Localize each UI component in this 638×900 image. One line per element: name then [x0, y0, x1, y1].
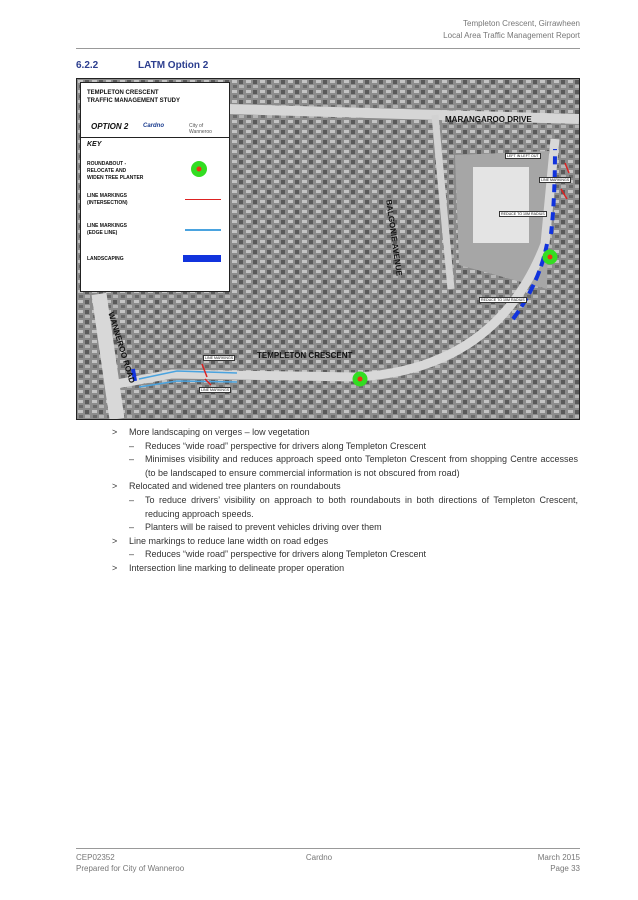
note-reduce-radius-north: REDUCE TO 10M RADIUS — [501, 212, 545, 216]
note-line-markings-west-upper: LINE MARKINGS — [205, 356, 234, 360]
header-divider — [76, 48, 580, 49]
note-line-markings-west-lower: LINE MARKINGS — [201, 388, 230, 392]
bullet-marker: > — [112, 535, 118, 546]
footer-date: March 2015 — [537, 853, 580, 862]
section-title: LATM Option 2 — [138, 60, 209, 71]
bullet-marker: > — [112, 481, 118, 492]
footer-divider — [76, 848, 580, 849]
map-legend — [80, 82, 230, 292]
legend-title: TEMPLETON CRESCENT TRAFFIC MANAGEMENT STUDY — [87, 90, 180, 104]
footer-prepared-for: Prepared for City of Wanneroo — [76, 864, 185, 873]
aerial-map — [76, 78, 580, 420]
legend-key-heading: KEY — [87, 141, 102, 148]
legend-intersection-label: LINE MARKINGS (INTERSECTION) — [87, 193, 128, 206]
city-of-wanneroo-logo: City of Wanneroo — [189, 123, 212, 135]
footer-right — [538, 852, 580, 874]
list-item: > Intersection line marking to delineate proper operation — [112, 562, 578, 576]
list-item: > More landscaping on verges – low vegetation — [112, 426, 578, 440]
note-reduce-radius-south: REDUCE TO 10M RADIUS — [481, 298, 525, 302]
street-label-wanneroo: WANNEROO ROAD — [106, 311, 137, 385]
roundabout-templeton-center — [358, 377, 363, 382]
note-left-in-left-out: LEFT IN LEFT OUT — [507, 154, 539, 158]
legend-intersection-symbol — [185, 199, 221, 200]
roundabout-east-center — [548, 255, 553, 260]
legend-landscaping-label: LANDSCAPING — [87, 256, 124, 262]
legend-divider — [81, 137, 229, 138]
bullet-list — [112, 426, 578, 576]
legend-roundabout-label: ROUNDABOUT - RELOCATE AND WIDEN TREE PLANTER — [87, 161, 144, 181]
sub-bullet-marker: – — [129, 549, 135, 560]
header-report-title: Local Area Traffic Management Report — [443, 31, 580, 40]
list-item: > Relocated and widened tree planters on roundabouts — [112, 480, 578, 494]
sub-list-item: – To reduce drivers’ visibility on approach to both roundabouts in both directions of Templeton Crescent, reducing approach speeds. — [129, 494, 578, 519]
sub-list-item: – Planters will be raised to prevent vehicles driving over them — [112, 521, 578, 535]
sub-list-item: – Reduces “wide road” perspective for drivers along Templeton Crescent — [112, 440, 578, 454]
note-line-markings-east: LINE MARKINGS — [541, 178, 570, 182]
footer-company: Cardno — [305, 853, 333, 862]
section-number: 6.2.2 — [76, 60, 99, 71]
footer-page-number: Page 33 — [550, 864, 580, 873]
sub-bullet-marker: – — [129, 522, 135, 533]
sub-list-item: – Minimises visibility and reduces approach speed onto Templeton Crescent from shopping Centre accesses (to be landscaped to ensure commercial information is not obscured from road) — [129, 454, 578, 478]
street-label-marangaroo: MARANGAROO DRIVE — [445, 115, 532, 124]
bullet-marker: > — [112, 562, 118, 573]
sub-bullet-marker: – — [129, 494, 135, 505]
legend-roundabout-symbol — [189, 159, 209, 179]
legend-edge-line-symbol — [185, 229, 221, 231]
legend-option: OPTION 2 — [91, 122, 129, 131]
bullet-marker: > — [112, 427, 118, 437]
legend-edge-line-label: LINE MARKINGS (EDGE LINE) — [87, 223, 127, 236]
sub-bullet-marker: – — [129, 440, 135, 451]
list-item: > Line markings to reduce lane width on road edges — [112, 535, 578, 549]
sub-bullet-marker: – — [129, 454, 135, 465]
street-label-templeton: TEMPLETON CRESCENT — [257, 351, 353, 360]
footer-project-code: CEP02352 — [76, 853, 115, 862]
shopping-centre-building — [473, 167, 529, 243]
sub-list-item: – Reduces “wide road” perspective for drivers along Templeton Crescent — [112, 548, 578, 562]
street-label-balgonie: BALGONIE AVENUE — [384, 199, 404, 277]
header-location: Templeton Crescent, Girrawheen — [463, 19, 580, 28]
report-header — [443, 18, 580, 42]
legend-landscaping-symbol — [183, 255, 221, 262]
cardno-logo: Cardno — [143, 123, 164, 129]
